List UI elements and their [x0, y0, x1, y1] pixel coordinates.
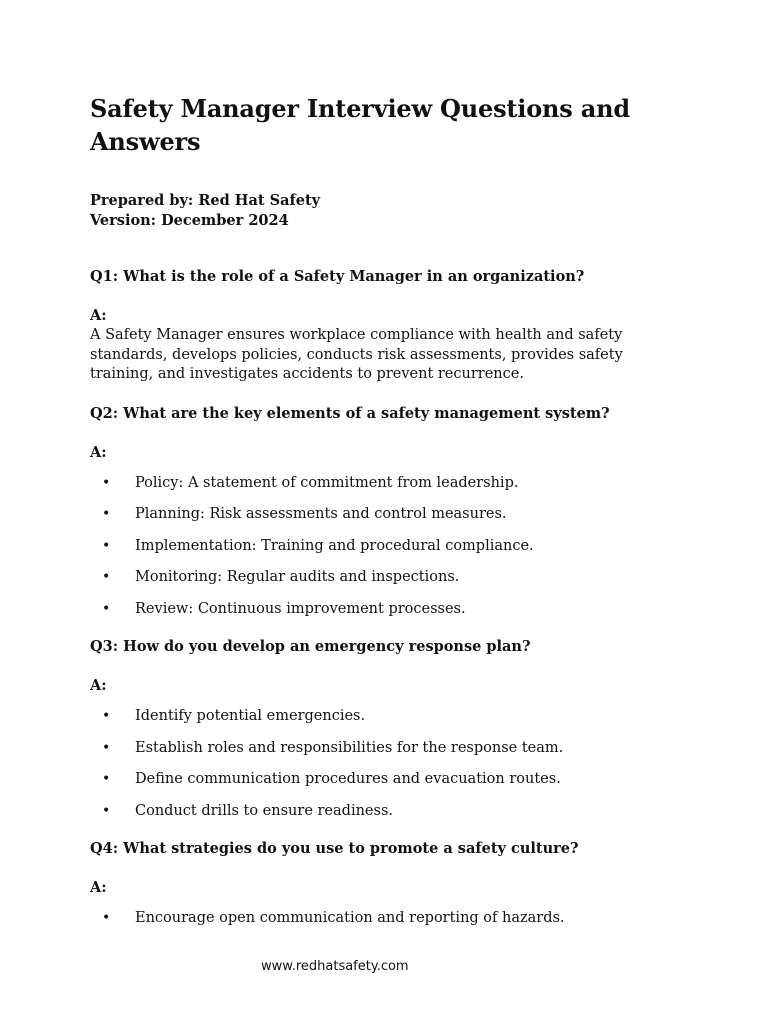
bullet-icon: •	[102, 771, 111, 787]
list-item	[90, 505, 690, 525]
qa-block-4	[90, 839, 690, 929]
list-item	[90, 909, 690, 929]
list-item-text: Planning: Risk assessments and control measures.	[135, 506, 507, 522]
qa-block-1	[90, 267, 690, 385]
qa-block-2	[90, 404, 690, 620]
answer-label-1: A:	[90, 307, 107, 324]
question-1: Q1: What is the role of a Safety Manager in an organization?	[90, 268, 585, 285]
list-item	[90, 770, 690, 790]
answer-label-2: A:	[90, 443, 107, 461]
bullet-icon: •	[102, 802, 111, 819]
document-title: Safety Manager Interview Questions and Answers	[90, 94, 630, 156]
bullet-icon: •	[102, 537, 111, 554]
list-item	[90, 474, 690, 494]
list-item	[90, 537, 690, 557]
list-item-text: Define communication procedures and evacuation routes.	[135, 771, 561, 787]
question-3: Q3: How do you develop an emergency response plan?	[90, 638, 531, 655]
answer-list-3	[90, 707, 690, 821]
qa-block-3	[90, 637, 690, 821]
list-item	[90, 600, 690, 620]
bullet-icon: •	[102, 600, 111, 617]
bullet-icon: •	[102, 739, 111, 756]
list-item-text: Policy: A statement of commitment from leadership.	[135, 474, 519, 491]
footer-url: www.redhatsafety.com	[261, 959, 409, 974]
bullet-icon: •	[102, 910, 111, 926]
answer-list-2	[90, 474, 690, 620]
answer-label-3: A:	[90, 677, 107, 694]
list-item	[90, 739, 690, 759]
document-page	[90, 92, 690, 947]
list-item	[90, 802, 690, 822]
answer-text-1: A Safety Manager ensures workplace compliance with health and safety standards, develops policies, conducts risk assessments, provides safety training, and investigates accidents to prevent recurrence.	[90, 327, 623, 382]
list-item-text: Monitoring: Regular audits and inspections.	[135, 569, 460, 585]
list-item-text: Implementation: Training and procedural compliance.	[135, 537, 534, 554]
answer-label-4: A:	[90, 879, 107, 896]
bullet-icon: •	[102, 569, 111, 585]
answer-list-4	[90, 909, 690, 929]
question-2: Q2: What are the key elements of a safety management system?	[90, 404, 610, 422]
list-item	[90, 568, 690, 588]
list-item-text: Identify potential emergencies.	[135, 708, 366, 724]
list-item-text: Encourage open communication and reporting of hazards.	[135, 910, 565, 926]
bullet-icon: •	[102, 506, 111, 522]
list-item-text: Establish roles and responsibilities for the response team.	[135, 739, 564, 756]
version: Version: December 2024	[90, 212, 289, 229]
list-item-text: Review: Continuous improvement processes.	[135, 600, 466, 617]
list-item	[90, 707, 690, 727]
list-item-text: Conduct drills to ensure readiness.	[135, 802, 393, 819]
bullet-icon: •	[102, 474, 111, 491]
prepared-by: Prepared by: Red Hat Safety	[90, 192, 321, 209]
bullet-icon: •	[102, 708, 111, 724]
question-4: Q4: What strategies do you use to promote a safety culture?	[90, 840, 579, 857]
document-meta	[90, 191, 690, 231]
